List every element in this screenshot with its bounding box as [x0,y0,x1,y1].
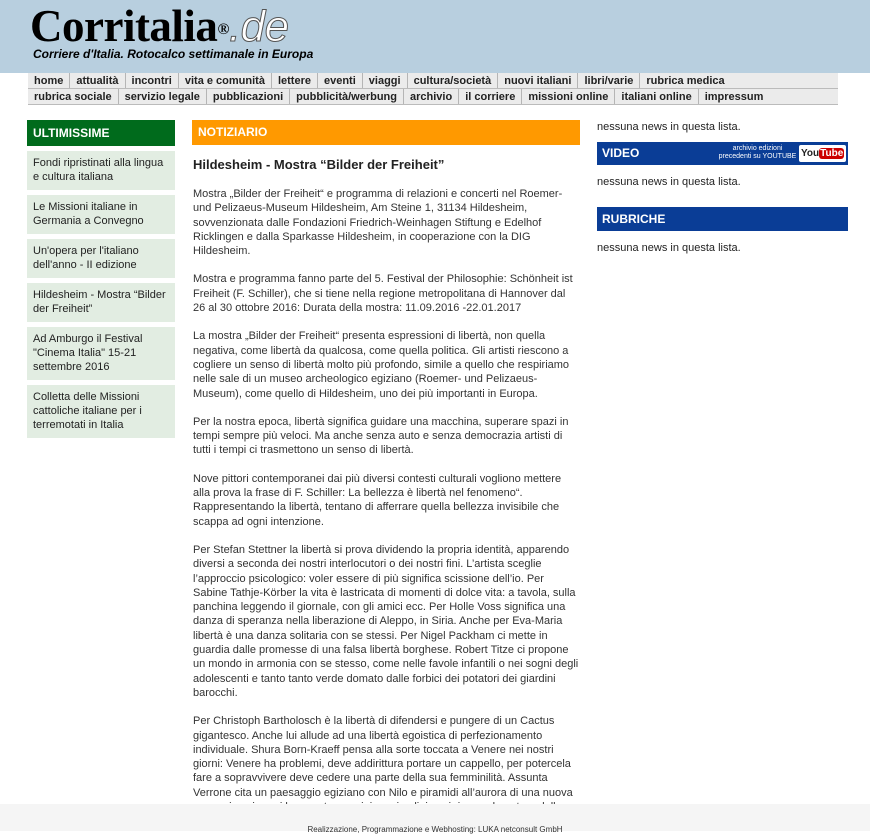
sidebar-title: ULTIMISSIME [27,120,175,146]
main-navigation [28,73,838,105]
no-news-text: nessuna news in questa lista. [597,176,741,188]
article-title: Hildesheim - Mostra “Bilder der Freiheit” [193,157,445,172]
nav-item-viaggi[interactable]: viaggi [362,73,407,88]
video-archive-text: archivio edizioni precedenti su YOUTUBE [718,145,797,160]
nav-item-rubrica-sociale[interactable]: rubrica sociale [34,91,112,103]
sidebar-news-item[interactable]: Fondi ripristinati alla lingua e cultura italiana [27,151,175,190]
logo-text: Corritalia [30,1,218,51]
article-paragraph: Mostra e programma fanno parte del 5. Festival der Philosophie: Schönheit ist Freiheit (F. Schiller), che si tiene nella regione metropolitana di Hannover dal 26 al 30 ottobre 2016: Durata della mostra: 11.09.2016 -22.01.2017 [193,273,573,315]
youtube-logo-icon[interactable] [799,145,846,162]
main-content [192,120,580,829]
nav-row-1 [28,73,838,89]
nav-item-rubrica-medica[interactable]: rubrica medica [639,73,730,88]
nav-item-servizio-legale[interactable]: servizio legale [118,89,206,104]
video-banner[interactable] [597,142,848,165]
sidebar-news-item[interactable]: Un'opera per l'italiano dell'anno - II edizione [27,239,175,278]
article-paragraph: Per la nostra epoca, libertà significa guidare una macchina, superare spazi in tempi sempre più veloci. Ma anche senza auto e senza democrazia artisti di tutti i tempi ci trasmettono un senso di libertà. [193,415,569,457]
nav-item-pubblicazioni[interactable]: pubblicazioni [206,89,289,104]
article-paragraph: Per Christoph Bartholosch è la libertà di difendersi e pungere di un Cactus gigantesco. Anche lui allude ad una libertà egoistica di perfezionamento individuale. Shura Born-Kraeff pensa alla sorte toccata a Venere nei nostri giorni: Venere ha problemi, deve addirittura portare un cappello, per potercela fare a sopravvivere deve cedere una parte della sua femminilità. Assunta Verrone cita un paesaggio egiziano con Nilo e piramidi all’aurora di una nuova [193,715,573,799]
sidebar-news-item[interactable]: Colletta delle Missioni cattoliche italiane per i terremotati in Italia [27,385,175,438]
nav-item-archivio[interactable]: archivio [403,89,458,104]
nav-item-eventi[interactable]: eventi [317,73,362,88]
nav-item-vita-e-comunita[interactable]: vita e comunità [178,73,271,88]
nav-item-missioni-online[interactable]: missioni online [521,89,614,104]
article-paragraph: La mostra „Bilder der Freiheit“ presenta espressioni di libertà, non quella negativa, come libertà da qualcosa, come quella politica. Gli artisti riescono a cogliere un senso di libertà molto più profondo, simile a quello che respiriamo nelle sale di un museo archeologico egiziano (Roemer- und Pelizaeus-Museum), come quello di Hildesheim, uno dei più importanti in Europa. [193,330,570,400]
logo-registered-mark: ® [217,21,229,38]
nav-item-attualita[interactable]: attualità [69,73,124,88]
video-title: VIDEO [602,146,640,160]
no-news-text: nessuna news in questa lista. [597,242,741,254]
sidebar-ultimissime [27,120,175,438]
article-paragraph: Per Stefan Stettner la libertà si prova dividendo la propria identità, apparendo diversi a seconda dei nostri interlocutori o dei nostri fini. L’artista sceglie l’approccio psicologico: voler essere di più significa scissione dell’io. Per Sabine Tathje-Körber la vita è lastricata di momenti di dolce vita: a tavola, sulla panchina leggendo il giornale, con gli amici ecc. Per Holle Voss significa una danza di speranza nella liberazione di Aleppo, in Siria. Anche per Eva-Maria libertà è una danza solitaria con se stessi. Per Nigel Packham ci mette in guardia dalle promesse di una falsa libertà borghese. Robert Titze ci propone un mondo in armonia con se stesso, come nelle favole infantili o nei sogni degli adolescenti e tanto tanto verde domato dalle forbici dei potatori dei giardini barocchi. [193,543,579,699]
nav-item-italiani-online[interactable]: italiani online [614,89,697,104]
youtube-logo-tube: Tube [820,148,844,159]
nav-item-il-corriere[interactable]: il corriere [458,89,521,104]
rubriche-title: RUBRICHE [597,207,848,231]
no-news-text: nessuna news in questa lista. [597,121,741,133]
nav-item-cultura-societa[interactable]: cultura/società [407,73,498,88]
logo-domain: .de [228,2,289,51]
site-tagline: Corriere d'Italia. Rotocalco settimanale in Europa [33,47,314,61]
youtube-logo-you: You [801,148,820,159]
nav-item-nuovi-italiani[interactable]: nuovi italiani [497,73,577,88]
nav-item-incontri[interactable]: incontri [125,73,178,88]
nav-item-lettere[interactable]: lettere [271,73,317,88]
nav-item-home[interactable]: home [34,75,64,87]
nav-item-pubblicita-werbung[interactable]: pubblicità/werbung [289,89,403,104]
sidebar-news-item[interactable]: Hildesheim - Mostra “Bilder der Freiheit” [27,283,175,322]
site-footer [0,804,870,834]
section-title: NOTIZIARIO [192,120,580,145]
nav-item-impressum[interactable]: impressum [698,89,770,104]
sidebar-news-item[interactable]: Ad Amburgo il Festival "Cinema Italia" 15-21 settembre 2016 [27,327,175,380]
article-paragraph: Mostra „Bilder der Freiheit“ e programma di relazioni e concerti nel Roemer- und Pelizaeus-Museum Hildesheim, Am Steine 1, 31134 Hildesheim, sovvenzionata dalle Fondazioni Friedrich-Weinhagen Stiftung e Edelhof Ricklingen e dalla Sparkasse Hildesheim, in cooperazione con la DIG Hildesheim. [193,188,563,258]
sidebar-news-item[interactable]: Le Missioni italiane in Germania a Convegno [27,195,175,234]
site-header [0,0,870,73]
nav-item-libri-varie[interactable]: libri/varie [577,73,639,88]
footer-credits[interactable]: Realizzazione, Programmazione e Webhosting: LUKA netconsult GmbH [307,825,563,834]
site-logo[interactable] [30,2,289,51]
right-column [597,120,848,255]
article-paragraph: Nove pittori contemporanei dai più diversi contesti culturali vogliono mettere alla prova la frase di F. Schiller: La bellezza è libertà nel fenomeno“. Rappresentando la libertà, tentano di afferrare quella bellezza invisibile che scappa ad ogni intenzione. [193,472,562,528]
nav-row-2 [28,89,838,105]
